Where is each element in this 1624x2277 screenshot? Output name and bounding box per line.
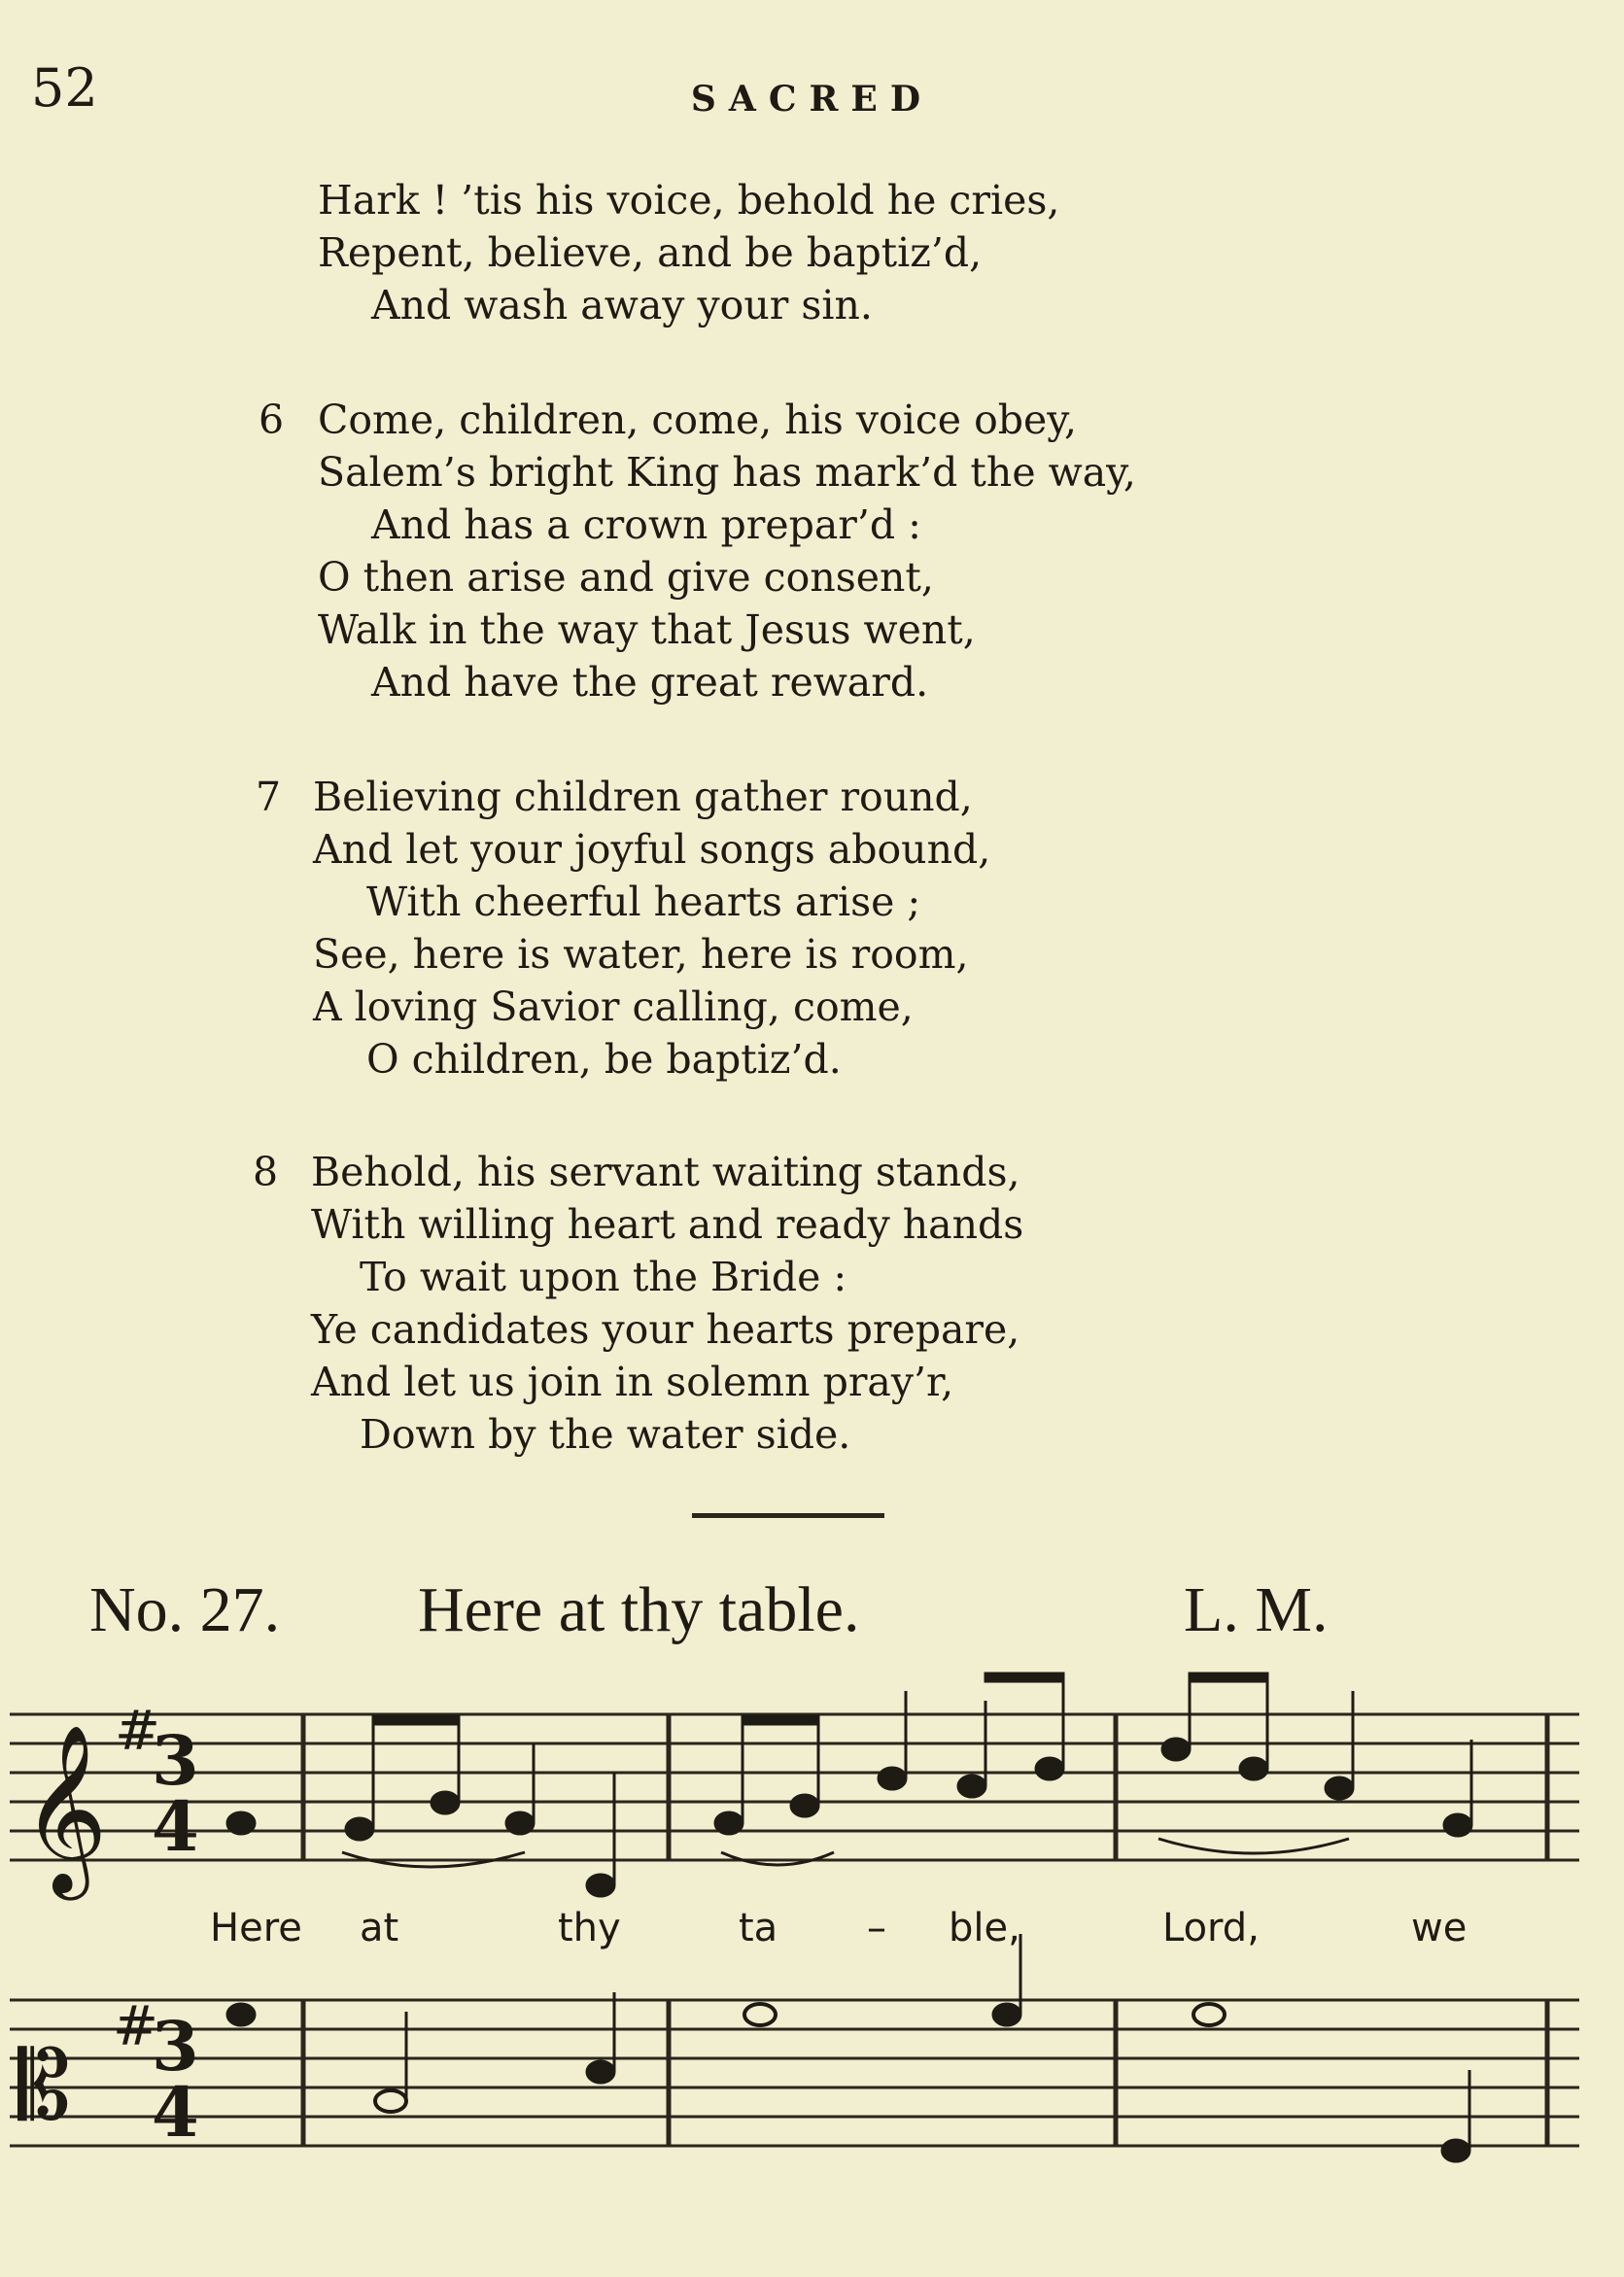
stanza-number: 7 xyxy=(256,774,282,820)
page-number: 52 xyxy=(31,57,98,119)
verse-line: And wash away your sin. xyxy=(371,282,873,328)
verse-line: O children, be baptiz’d. xyxy=(366,1036,842,1083)
barlines-lower xyxy=(303,2000,1547,2146)
key-signature-lower: # xyxy=(113,1995,158,2058)
verse-line: A loving Savior calling, come, xyxy=(313,983,914,1030)
lyric-syllable: thy xyxy=(558,1906,621,1950)
key-signature-upper: # xyxy=(115,1700,160,1763)
time-signature-lower-top: 3 xyxy=(152,2006,199,2087)
verse-line: Believing children gather round, xyxy=(313,774,973,820)
lyric-syllable: Here xyxy=(210,1906,302,1950)
running-head: SACRED xyxy=(690,79,934,120)
c-clef-icon: 𝄡 xyxy=(17,2031,71,2142)
verse-line: Repent, believe, and be baptiz’d, xyxy=(318,229,983,276)
lyric-hyphen: – xyxy=(867,1906,886,1950)
verse-line: Hark ! ’tis his voice, behold he cries, xyxy=(318,177,1060,224)
verse-line: Salem’s bright King has mark’d the way, xyxy=(318,449,1136,496)
stanza-number: 8 xyxy=(253,1149,279,1195)
tune-number: No. 27. xyxy=(89,1574,281,1645)
verse-line: Ye candidates your hearts prepare, xyxy=(311,1306,1020,1353)
verse-line: And let us join in solemn pray’r, xyxy=(311,1359,954,1405)
verse-line: Behold, his servant waiting stands, xyxy=(311,1149,1020,1195)
lyric-syllable: ta xyxy=(739,1906,778,1950)
notes-lower xyxy=(227,1934,1469,2161)
verse-line: O then arise and give consent, xyxy=(318,554,934,601)
notes-upper xyxy=(227,1673,1471,1896)
verse-line: See, here is water, here is room, xyxy=(313,931,969,978)
verse-line: And have the great reward. xyxy=(371,659,929,706)
time-signature-upper-top: 3 xyxy=(152,1720,199,1801)
stanza-number: 6 xyxy=(259,397,285,443)
time-signature-upper-bottom: 4 xyxy=(152,1786,199,1867)
lyric-syllable: we xyxy=(1411,1906,1468,1950)
verse-line: And let your joyful songs abound, xyxy=(313,826,991,873)
tune-meter: L. M. xyxy=(1184,1574,1329,1645)
verse-line: With cheerful hearts arise ; xyxy=(366,879,921,925)
verse-line: Come, children, come, his voice obey, xyxy=(318,397,1078,443)
time-signature-lower-bottom: 4 xyxy=(152,2072,199,2153)
lyric-syllable: ble, xyxy=(949,1906,1020,1950)
slurs-upper xyxy=(342,1839,1349,1867)
verse-line: And has a crown prepar’d : xyxy=(371,501,921,548)
lyric-syllable: Lord, xyxy=(1162,1906,1260,1950)
barlines-upper xyxy=(303,1714,1547,1860)
verse-line: With willing heart and ready hands xyxy=(311,1201,1024,1248)
verse-line: To wait upon the Bride : xyxy=(360,1254,847,1300)
verse-line: Walk in the way that Jesus went, xyxy=(318,606,976,653)
lyric-syllable: at xyxy=(360,1906,399,1950)
tune-name: Here at thy table. xyxy=(418,1574,860,1645)
treble-clef-icon: 𝄞 xyxy=(21,1724,108,1893)
verse-line: Down by the water side. xyxy=(360,1411,851,1458)
